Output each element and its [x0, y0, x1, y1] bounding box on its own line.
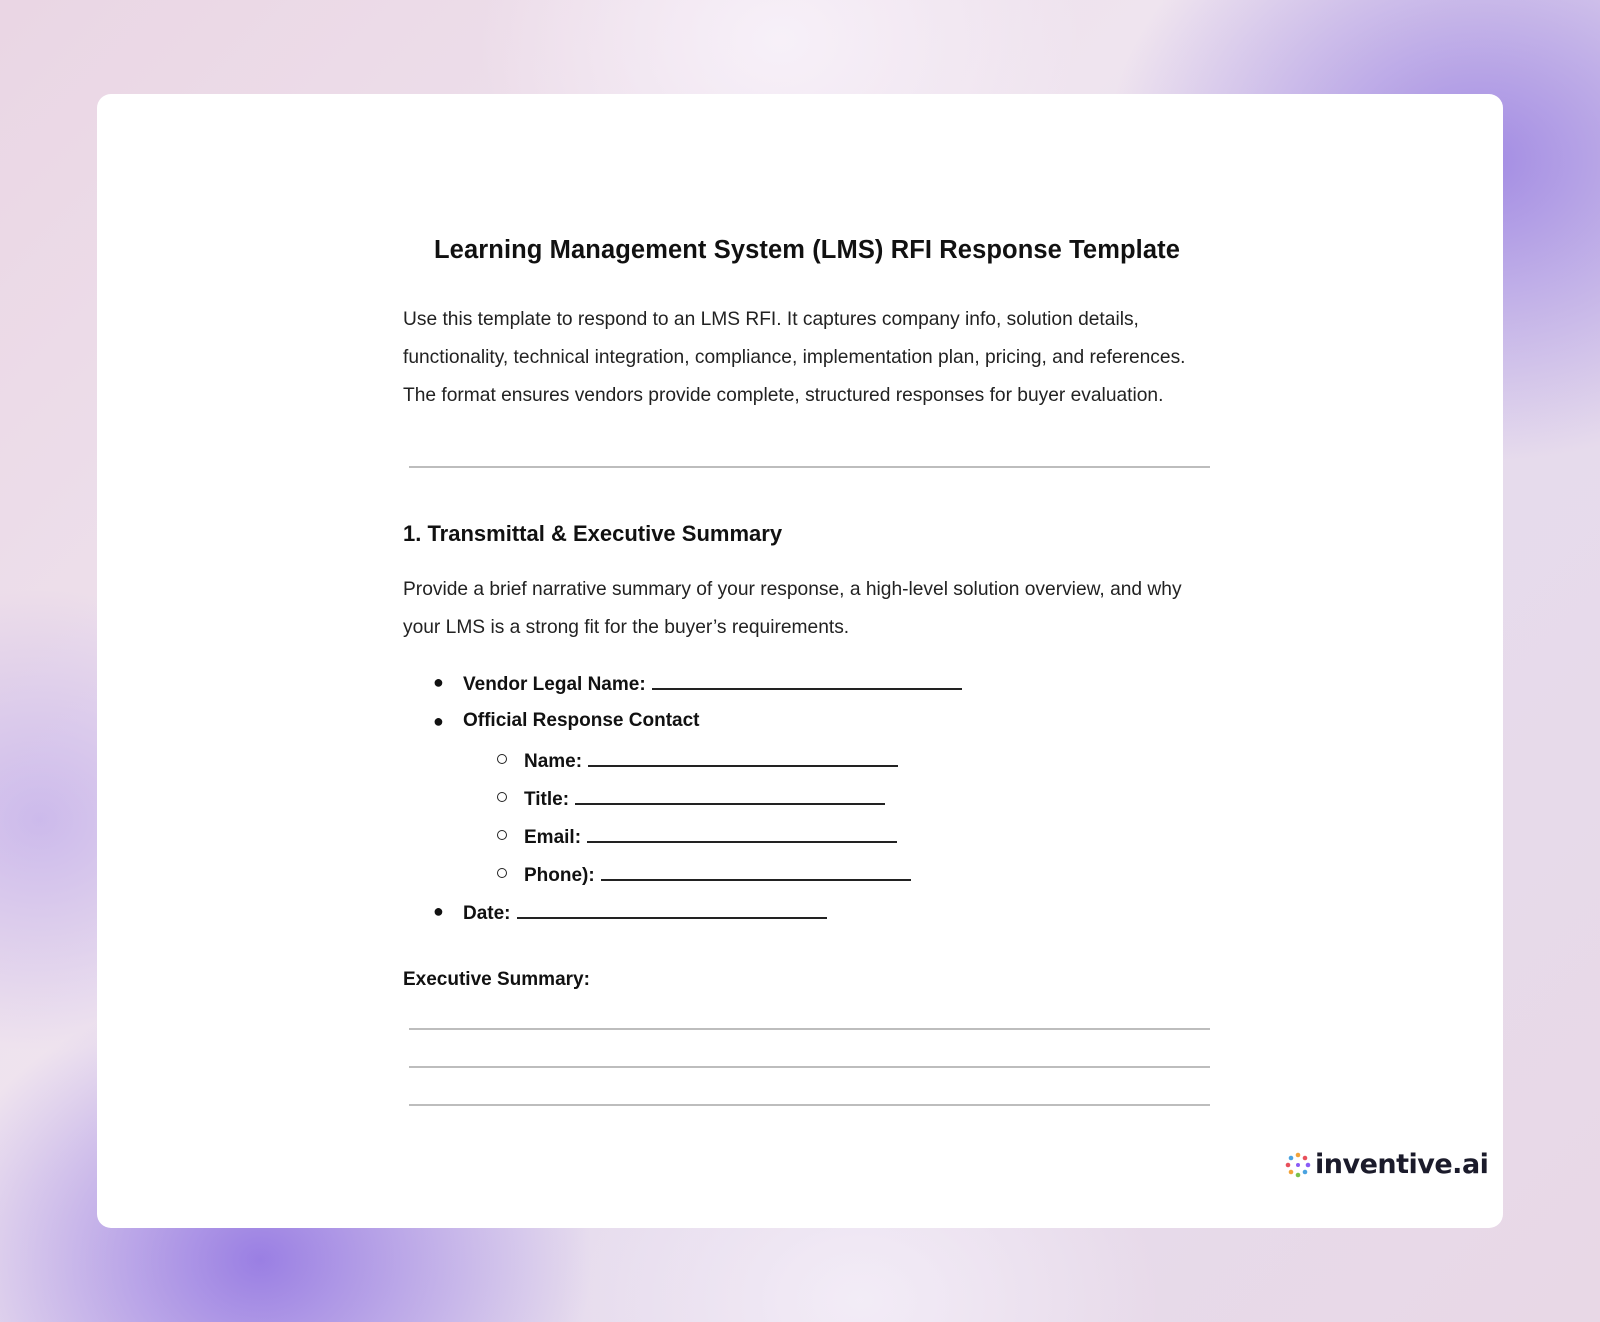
- date-blank[interactable]: [517, 899, 827, 919]
- vendor-legal-name-label: Vendor Legal Name:: [463, 674, 646, 695]
- contact-email-label: Email:: [524, 827, 582, 848]
- section-description: Provide a brief narrative summary of your response, a high-level solution overview, and why your LMS is a strong fit for the buyer’s requirements.: [403, 579, 1182, 638]
- document-card: [97, 94, 1503, 1228]
- contact-title-field[interactable]: [524, 785, 885, 812]
- section-heading: 1. Transmittal & Executive Summary: [403, 521, 783, 546]
- date-label: Date:: [463, 903, 511, 924]
- executive-summary-line[interactable]: [409, 1066, 1210, 1068]
- contact-email-blank[interactable]: [587, 823, 897, 843]
- bullet-icon: ●: [433, 901, 444, 921]
- circle-bullet-icon: [497, 830, 507, 840]
- date-field[interactable]: [463, 899, 827, 926]
- brand-name: inventive.ai: [1315, 1149, 1489, 1180]
- executive-summary-line[interactable]: [409, 1104, 1210, 1106]
- section-divider: [409, 466, 1210, 468]
- sparkle-dots-icon: [1285, 1152, 1311, 1178]
- circle-bullet-icon: [497, 754, 507, 764]
- contact-phone-blank[interactable]: [601, 861, 911, 881]
- contact-title-blank[interactable]: [575, 785, 885, 805]
- vendor-legal-name-field[interactable]: [463, 670, 962, 697]
- official-response-contact-heading: Official Response Contact: [463, 710, 700, 731]
- circle-bullet-icon: [497, 792, 507, 802]
- contact-phone-label: Phone):: [524, 865, 595, 886]
- contact-phone-field[interactable]: [524, 861, 911, 888]
- contact-title-label: Title:: [524, 789, 570, 810]
- document-title: Learning Management System (LMS) RFI Response Template: [434, 236, 1180, 264]
- bullet-icon: ●: [433, 711, 444, 731]
- contact-name-field[interactable]: [524, 747, 898, 774]
- intro-paragraph: Use this template to respond to an LMS RFI. It captures company info, solution details, functionality, technical integration, compliance, implementation plan, pricing, and references. The format ensures vendors provide complete, structured responses for buyer evaluation.: [403, 309, 1186, 406]
- bullet-icon: ●: [433, 672, 444, 692]
- executive-summary-label: Executive Summary:: [403, 969, 590, 990]
- executive-summary-line[interactable]: [409, 1028, 1210, 1030]
- contact-name-label: Name:: [524, 751, 583, 772]
- circle-bullet-icon: [497, 868, 507, 878]
- contact-name-blank[interactable]: [588, 747, 898, 767]
- brand-logo: [1285, 1149, 1488, 1180]
- contact-email-field[interactable]: [524, 823, 897, 850]
- vendor-legal-name-blank[interactable]: [652, 670, 962, 690]
